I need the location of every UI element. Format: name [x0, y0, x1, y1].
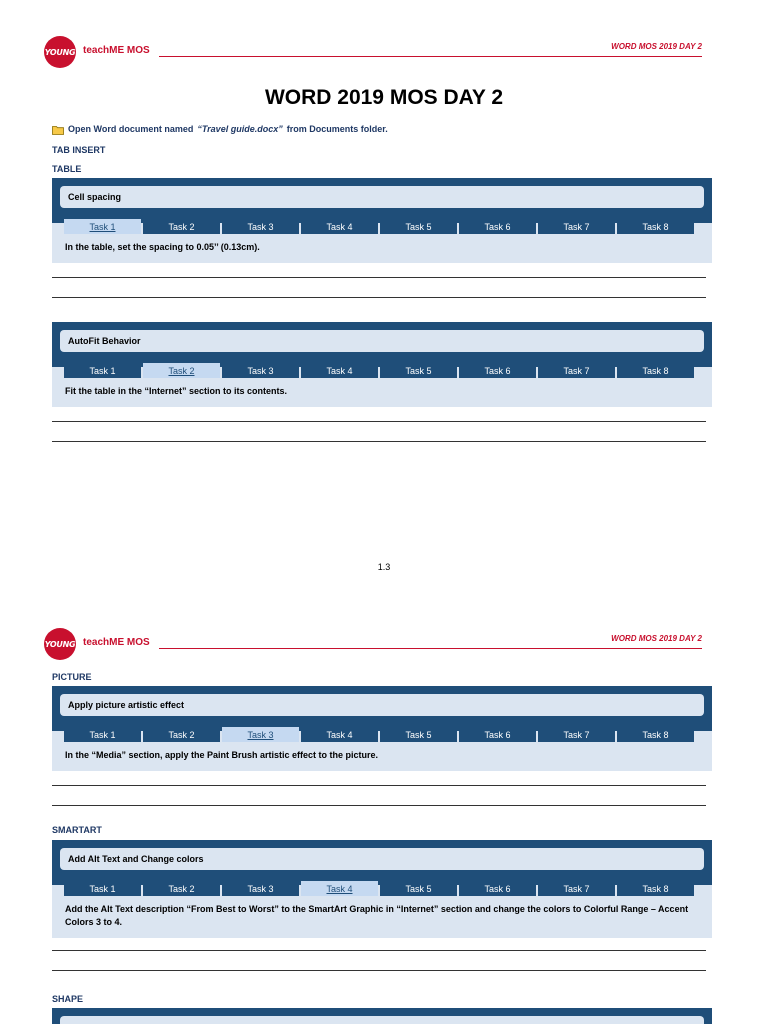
section-smartart-label: SMARTART [52, 825, 102, 835]
header-right-label: WORD MOS 2019 DAY 2 [611, 42, 702, 51]
task-tab-6[interactable]: Task 6 [459, 363, 536, 378]
task-tab-3[interactable]: Task 3 [222, 881, 299, 896]
task-tab-4[interactable]: Task 4 [301, 881, 378, 896]
task-tab-3[interactable]: Task 3 [222, 363, 299, 378]
card-header [52, 686, 712, 731]
task-tabs [64, 727, 694, 742]
section-shape-label: SHAPE [52, 994, 84, 1004]
task-tab-1[interactable]: Task 1 [64, 363, 141, 378]
task-description: Fit the table in the “Internet” section to its contents. [65, 386, 288, 396]
task-card-smartart [52, 840, 712, 938]
open-instruction [52, 124, 388, 134]
task-tab-2[interactable]: Task 2 [143, 219, 220, 234]
page-title: WORD 2019 MOS DAY 2 [264, 86, 504, 109]
task-tab-2[interactable]: Task 2 [143, 363, 220, 378]
card-title: Add Alt Text and Change colors [60, 848, 704, 870]
young-logo: YOUNG [44, 36, 76, 68]
task-tab-2[interactable]: Task 2 [143, 881, 220, 896]
task-tab-5[interactable]: Task 5 [380, 727, 457, 742]
task-card-picture [52, 686, 712, 771]
task-description: In the table, set the spacing to 0.05’’ (0.13cm). [65, 242, 260, 252]
instruction-filename: “Travel guide.docx” [197, 124, 283, 134]
page-number: 1.3 [377, 562, 391, 572]
task-tab-7[interactable]: Task 7 [538, 881, 615, 896]
answer-line [52, 277, 706, 278]
brand-name: teachME MOS [83, 637, 150, 648]
task-description: Add the Alt Text description “From Best to Worst” to the SmartArt Graphic in “Internet” section and change the colors to Colorful Range – Accent Colors 3 to 4. [65, 904, 689, 927]
task-tab-4[interactable]: Task 4 [301, 219, 378, 234]
answer-line [52, 970, 706, 971]
header-divider [159, 56, 702, 57]
task-tab-7[interactable]: Task 7 [538, 219, 615, 234]
page-header [44, 36, 704, 68]
card-title-box [60, 1016, 704, 1024]
task-tabs [64, 219, 694, 234]
card-header [52, 322, 712, 367]
task-tabs [64, 881, 694, 896]
task-tab-8[interactable]: Task 8 [617, 727, 694, 742]
task-tab-8[interactable]: Task 8 [617, 881, 694, 896]
task-tab-1[interactable]: Task 1 [64, 219, 141, 234]
card-title: Cell spacing [60, 186, 704, 208]
task-tab-6[interactable]: Task 6 [459, 219, 536, 234]
card-header [52, 840, 712, 885]
task-tab-6[interactable]: Task 6 [459, 881, 536, 896]
answer-line [52, 785, 706, 786]
instruction-suffix: from Documents folder. [286, 124, 388, 134]
young-logo: YOUNG [44, 628, 76, 660]
task-tab-7[interactable]: Task 7 [538, 363, 615, 378]
task-tab-6[interactable]: Task 6 [459, 727, 536, 742]
brand-name: teachME MOS [83, 45, 150, 56]
task-description: In the “Media” section, apply the Paint Brush artistic effect to the picture. [65, 750, 379, 760]
answer-line [52, 297, 706, 298]
task-tab-5[interactable]: Task 5 [380, 363, 457, 378]
page-header [44, 628, 704, 660]
task-tab-5[interactable]: Task 5 [380, 219, 457, 234]
tab-insert-label: TAB INSERT [52, 145, 106, 155]
instruction-prefix: Open Word document named [68, 124, 194, 134]
answer-line [52, 805, 706, 806]
section-picture-label: PICTURE [52, 672, 92, 682]
task-tab-3[interactable]: Task 3 [222, 727, 299, 742]
header-divider [159, 648, 702, 649]
folder-icon [52, 125, 64, 134]
task-card-shape [52, 1008, 712, 1024]
task-tab-8[interactable]: Task 8 [617, 363, 694, 378]
task-card-autofit [52, 322, 712, 407]
task-tab-4[interactable]: Task 4 [301, 727, 378, 742]
task-tab-3[interactable]: Task 3 [222, 219, 299, 234]
task-tab-8[interactable]: Task 8 [617, 219, 694, 234]
task-tab-4[interactable]: Task 4 [301, 363, 378, 378]
task-tab-7[interactable]: Task 7 [538, 727, 615, 742]
card-header [52, 178, 712, 223]
answer-line [52, 950, 706, 951]
task-tab-5[interactable]: Task 5 [380, 881, 457, 896]
answer-line [52, 421, 706, 422]
task-tabs [64, 363, 694, 378]
card-title: Apply picture artistic effect [60, 694, 704, 716]
answer-line [52, 441, 706, 442]
task-tab-2[interactable]: Task 2 [143, 727, 220, 742]
task-card-cell-spacing [52, 178, 712, 263]
card-title: AutoFit Behavior [60, 330, 704, 352]
header-right-label: WORD MOS 2019 DAY 2 [611, 634, 702, 643]
section-table-label: TABLE [52, 164, 82, 174]
task-tab-1[interactable]: Task 1 [64, 881, 141, 896]
task-tab-1[interactable]: Task 1 [64, 727, 141, 742]
